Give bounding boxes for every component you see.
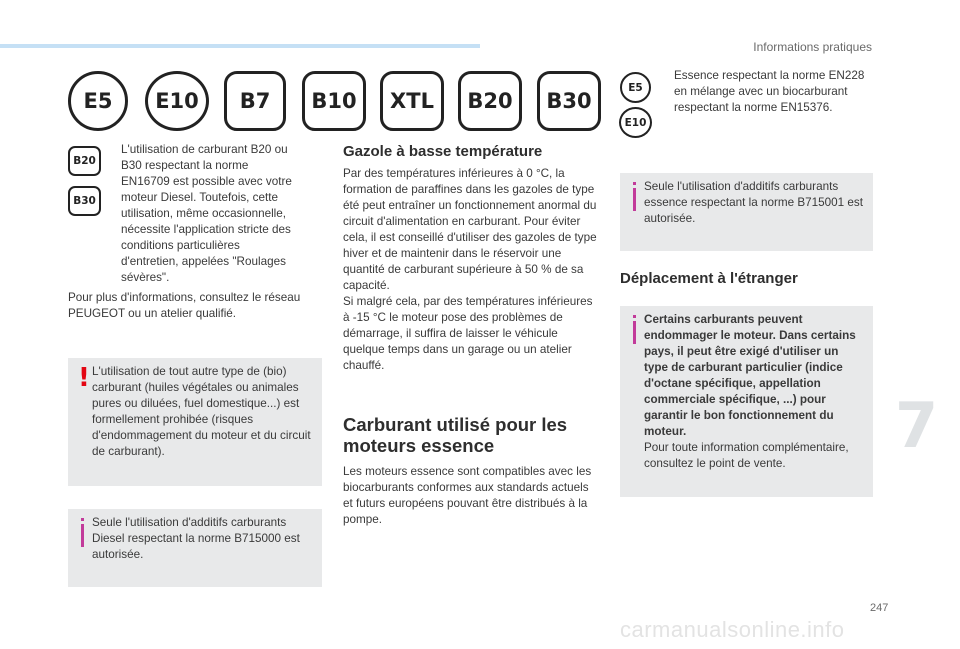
essence-paragraph: Les moteurs essence sont compatibles avec les biocarburants conformes aux standards actuels et futurs européens pouvant être distribués à la pompe. bbox=[343, 465, 592, 526]
fuel-badge-e10: E10 bbox=[145, 71, 209, 131]
warning-text: L'utilisation de tout autre type de (bio) carburant (huiles végétales ou animales pures ou diluées, fuel domestique...) est formellement prohibée (risques d'endommagement du moteur et du circuit de carburant). bbox=[92, 365, 311, 458]
fuel-badge-b30: B30 bbox=[537, 71, 601, 131]
essence-additive-text: Seule l'utilisation d'additifs carburants essence respectant la norme B715001 est autorisée. bbox=[644, 180, 863, 225]
warning-note bbox=[68, 358, 322, 486]
fuel-badge-e10-small: E10 bbox=[619, 107, 652, 138]
fuel-badge-b20: B20 bbox=[458, 71, 522, 131]
fuel-badge-e5-small: E5 bbox=[620, 72, 651, 103]
fuel-badge-b30-small: B30 bbox=[68, 186, 101, 216]
page-number: 247 bbox=[870, 602, 889, 614]
more-info-paragraph: Pour plus d'informations, consultez le réseau PEUGEOT ou un atelier qualifié. bbox=[68, 291, 301, 320]
gazole-paragraph-2: Si malgré cela, par des températures inférieures à -15 °C le moteur pose des problèmes de démarrage, il suffira de laisser le véhicule quelque temps dans un garage ou un atelier chauffé. bbox=[343, 295, 593, 372]
fuel-badge-b7: B7 bbox=[224, 71, 286, 131]
section-title: Informations pratiques bbox=[753, 40, 872, 54]
abroad-bold-text: Certains carburants peuvent endommager le moteur. Dans certains pays, il peut être exigé d'utiliser un type de carburant particulier (indice d'octane spécifique, appellation commerciale spécifique, ...) pour garantir le bon fonctionnement du moteur. bbox=[644, 313, 856, 438]
abroad-title: Déplacement à l'étranger bbox=[620, 270, 798, 287]
exclamation-icon: ! bbox=[78, 363, 90, 393]
essence-norm-paragraph: Essence respectant la norme EN228 en mélange avec un biocarburant respectant la norme EN15376. bbox=[674, 69, 865, 114]
essence-title: Carburant utilisé pour les moteurs essence bbox=[343, 414, 568, 456]
abroad-note bbox=[620, 306, 873, 497]
fuel-badge-e5: E5 bbox=[68, 71, 128, 131]
fuel-badge-xtl: XTL bbox=[380, 71, 444, 131]
fuel-badge-b20-small: B20 bbox=[68, 146, 101, 176]
header-accent-bar bbox=[0, 44, 480, 48]
diesel-additive-text: Seule l'utilisation d'additifs carburants Diesel respectant la norme B715000 est autorisée. bbox=[92, 516, 300, 561]
fuel-badge-b10: B10 bbox=[302, 71, 366, 131]
chapter-number: 7 bbox=[895, 389, 939, 462]
essence-additive-note bbox=[620, 173, 873, 251]
gazole-paragraph: Par des températures inférieures à 0 °C, la formation de paraffines dans les gazoles de type été peut entraîner un fonctionnement anormal du circuit d'alimentation en carburant. Pour éviter cela, il est conseillé d'utiliser des gazoles de type hiver et de maintenir dans le réservoir une quantité de carburant supérieure à 50 % de sa capacité. bbox=[343, 167, 597, 292]
abroad-text: Pour toute information complémentaire, consultez le point de vente. bbox=[644, 441, 849, 470]
biodiesel-paragraph: L'utilisation de carburant B20 ou B30 respectant la norme EN16709 est possible avec votre moteur Diesel. Toutefois, cette utilisation, même occasionnelle, nécessite l'application stricte des conditions particulières d'entretien, appelées "Roulages sévères". bbox=[121, 143, 292, 284]
diesel-additive-note bbox=[68, 509, 322, 587]
watermark: carmanualsonline.info bbox=[620, 617, 845, 642]
gazole-title: Gazole à basse température bbox=[343, 143, 543, 160]
